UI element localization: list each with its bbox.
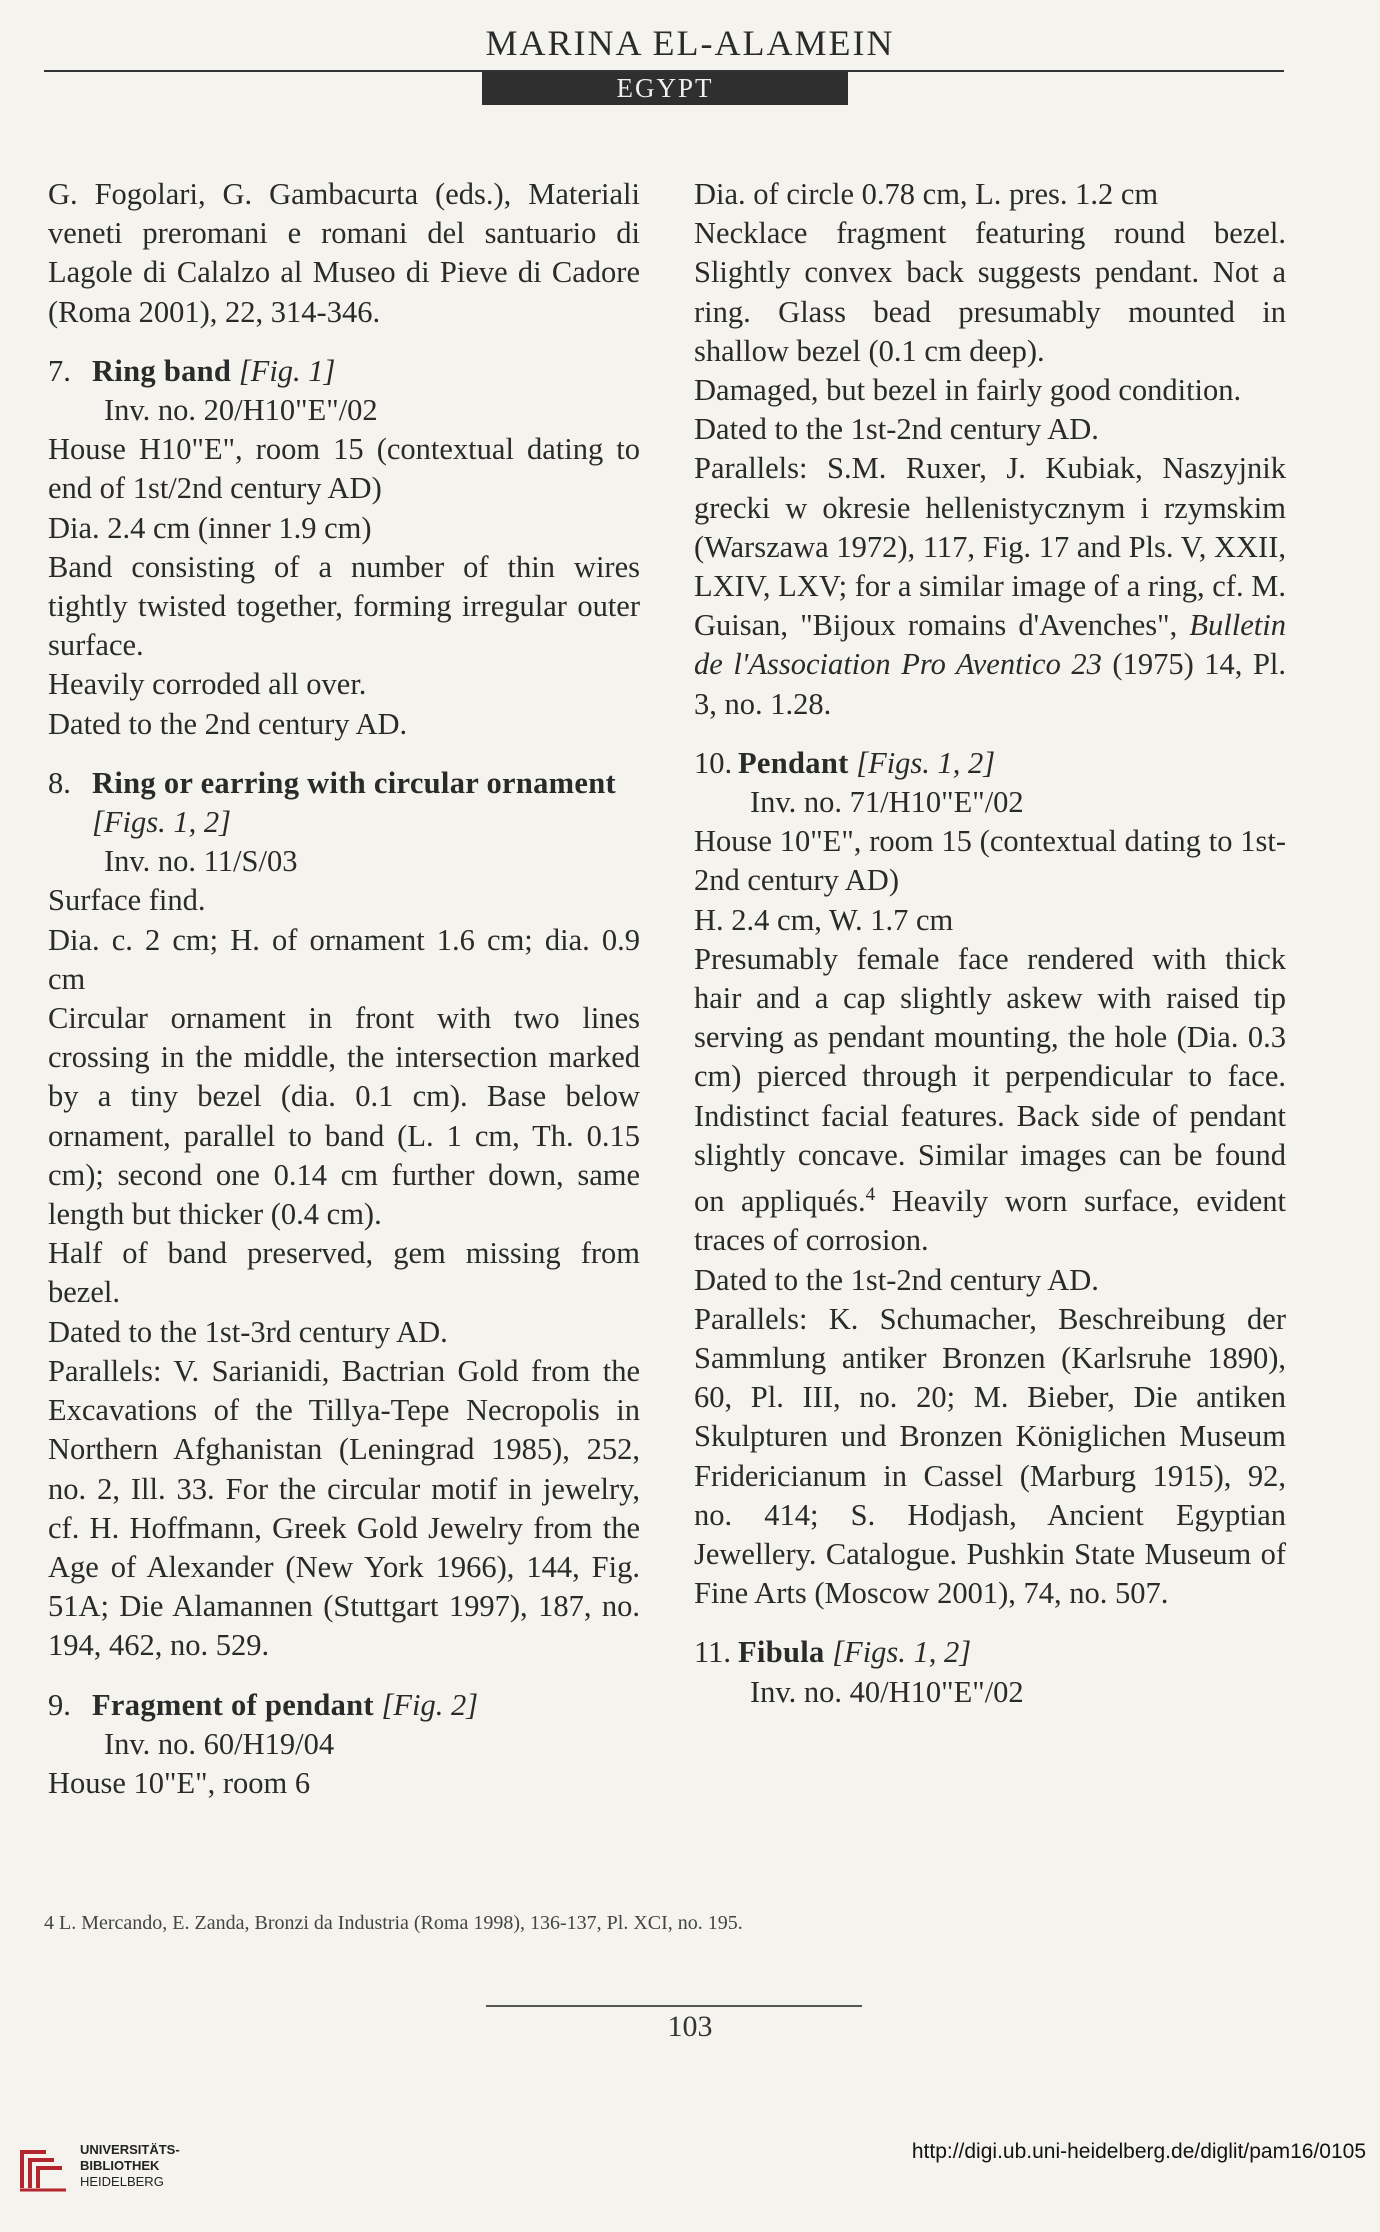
entry-line: House H10"E", room 15 (contextual dating to end of 1st/2nd century AD) <box>48 432 640 506</box>
figure-reference: [Fig. 2] <box>381 1687 479 1722</box>
catalogue-entry-7-heading <box>48 352 640 391</box>
entry-number: 10. <box>694 745 733 780</box>
inventory-number: Inv. no. 71/H10"E"/02 <box>750 785 1024 820</box>
entry-line: Necklace fragment featuring round bezel. Slightly convex back suggests pendant. Not a ring. Glass bead presumably mounted in shallow bezel (0.1 cm deep). <box>694 216 1286 368</box>
entry-number: 9. <box>48 1687 71 1722</box>
entry-line: Dia. c. 2 cm; H. of ornament 1.6 cm; dia. 0.9 cm <box>48 922 640 996</box>
inventory-number: Inv. no. 60/H19/04 <box>104 1726 335 1761</box>
figure-reference: [Fig. 1] <box>238 353 336 388</box>
left-column <box>48 175 640 1803</box>
entry-number: 7. <box>48 353 71 388</box>
library-logo-icon <box>16 2138 72 2194</box>
entry-title: Pendant <box>738 745 849 780</box>
bibliography-paragraph: G. Fogolari, G. Gambacurta (eds.), Materiali veneti preromani e romani del santuario di Lagole di Calalzo al Museo di Pieve di Cadore (Roma 2001), 22, 314-346. <box>48 177 640 329</box>
entry-line: Surface find. <box>48 883 206 918</box>
logo-line: UNIVERSITÄTS- <box>80 2142 180 2157</box>
figure-reference: [Figs. 1, 2] <box>92 805 231 840</box>
catalogue-entry-8-heading <box>48 764 640 842</box>
section-band: EGYPT <box>482 72 848 105</box>
entry-line: Dated to the 2nd century AD. <box>48 706 408 741</box>
logo-line: BIBLIOTHEK <box>80 2158 160 2173</box>
entry-title: Ring or earring with circular ornament <box>92 765 616 800</box>
description-text: Presumably female face rendered with thick hair and a cap slightly askew with raised tip serving as pendant mounting, the hole (Dia. 0.3 cm) pierced through it perpendicular to face. Indistinct facial features. Back side of pendant slightly concave. Similar images can be found on appliqués. <box>694 941 1286 1219</box>
page-number: 103 <box>667 2010 713 2043</box>
entry-title: Fibula <box>738 1635 825 1670</box>
entry-line: Dated to the 1st-2nd century AD. <box>694 412 1099 447</box>
footnote-marker[interactable]: 4 <box>865 1184 876 1206</box>
inventory-number: Inv. no. 40/H10"E"/02 <box>750 1674 1024 1709</box>
running-title: MARINA EL-ALAMEIN <box>485 23 895 63</box>
source-url-link[interactable]: http://digi.ub.uni-heidelberg.de/diglit/pam16/0105 <box>911 2140 1366 2163</box>
entry-line: Band consisting of a number of thin wires tightly twisted together, forming irregular outer surface. <box>48 549 640 663</box>
entry-line: Dia. of circle 0.78 cm, L. pres. 1.2 cm <box>694 177 1159 211</box>
catalogue-entry-10-heading <box>694 744 1286 783</box>
entry-line: H. 2.4 cm, W. 1.7 cm <box>694 902 954 937</box>
inventory-number: Inv. no. 11/S/03 <box>104 844 298 879</box>
entry-line: Damaged, but bezel in fairly good condition. <box>694 373 1242 408</box>
journal-title: Bulletin de l'Association Pro Aventico 23 <box>694 608 1286 682</box>
figure-reference: [Figs. 1, 2] <box>856 745 996 780</box>
entry-title: Fragment of pendant <box>92 1687 374 1722</box>
catalogue-entry-9-heading <box>48 1686 640 1725</box>
entry-number: 11. <box>694 1635 731 1670</box>
description-paragraph <box>694 940 1286 1261</box>
entry-line: Heavily corroded all over. <box>48 667 367 702</box>
entry-line: House 10"E", room 6 <box>48 1765 311 1800</box>
figure-reference: [Figs. 1, 2] <box>832 1635 972 1670</box>
parallels-text: (1975) 14, Pl. 3, no. 1.28. <box>694 647 1287 721</box>
entry-line: Half of band preserved, gem missing from bezel. <box>48 1236 640 1310</box>
parallels-paragraph: Parallels: V. Sarianidi, Bactrian Gold from the Excavations of the Tillya-Tepe Necropolis in Northern Afghanistan (Leningrad 1985), 252, no. 2, Ill. 33. For the circular motif in jewelry, cf. H. Hoffmann, Greek Gold Jewelry from the Age of Alexander (New York 1966), 144, Fig. 51A; Die Alamannen (Stuttgart 1997), 187, no. 194, 462, no. 529. <box>48 1353 640 1663</box>
logo-line: HEIDELBERG <box>80 2174 164 2189</box>
entry-line: Dated to the 1st-3rd century AD. <box>48 1314 448 1349</box>
page-number-rule <box>486 2005 862 2007</box>
parallels-paragraph: Parallels: K. Schumacher, Beschreibung der Sammlung antiker Bronzen (Karlsruhe 1890), 60, Pl. III, no. 20; M. Bieber, Die antiken Skulpturen und Bronzen Königlichen Museum Fridericianum in Cassel (Marburg 1915), 92, no. 414; S. Hodjash, Ancient Egyptian Jewellery. Catalogue. Pushkin State Museum of Fine Arts (Moscow 2001), 74, no. 507. <box>694 1301 1286 1611</box>
entry-number: 8. <box>48 765 71 800</box>
library-logo-text <box>80 2142 180 2190</box>
parallels-paragraph <box>694 449 1286 723</box>
description-text: Heavily worn surface, evident traces of corrosion. <box>694 1184 1286 1258</box>
footnote: 4 L. Mercando, E. Zanda, Bronzi da Industria (Roma 1998), 136-137, Pl. XCI, no. 195. <box>44 1912 743 1934</box>
entry-line: Dia. 2.4 cm (inner 1.9 cm) <box>48 510 372 545</box>
parallels-text: Parallels: S.M. Ruxer, J. Kubiak, Naszyjnik grecki w okresie hellenistycznym i rzymskim (Warszawa 1972), 117, Fig. 17 and Pls. V, XXII, LXIV, LXV; for a similar image of a ring, cf. M. Guisan, "Bijoux romains d'Avenches", <box>694 451 1286 643</box>
inventory-number: Inv. no. 20/H10"E"/02 <box>104 393 378 428</box>
entry-title: Ring band <box>92 353 232 388</box>
library-logo[interactable] <box>16 2138 180 2194</box>
entry-line: Circular ornament in front with two lines crossing in the middle, the intersection marked by a tiny bezel (dia. 0.1 cm). Base below ornament, parallel to band (L. 1 cm, Th. 0.15 cm); second one 0.14 cm further down, same length but thicker (0.4 cm). <box>48 1001 640 1232</box>
catalogue-entry-11-heading <box>694 1633 1286 1672</box>
right-column <box>694 175 1286 1712</box>
entry-line: Dated to the 1st-2nd century AD. <box>694 1262 1099 1297</box>
entry-line: House 10"E", room 15 (contextual dating to 1st-2nd century AD) <box>694 824 1286 898</box>
